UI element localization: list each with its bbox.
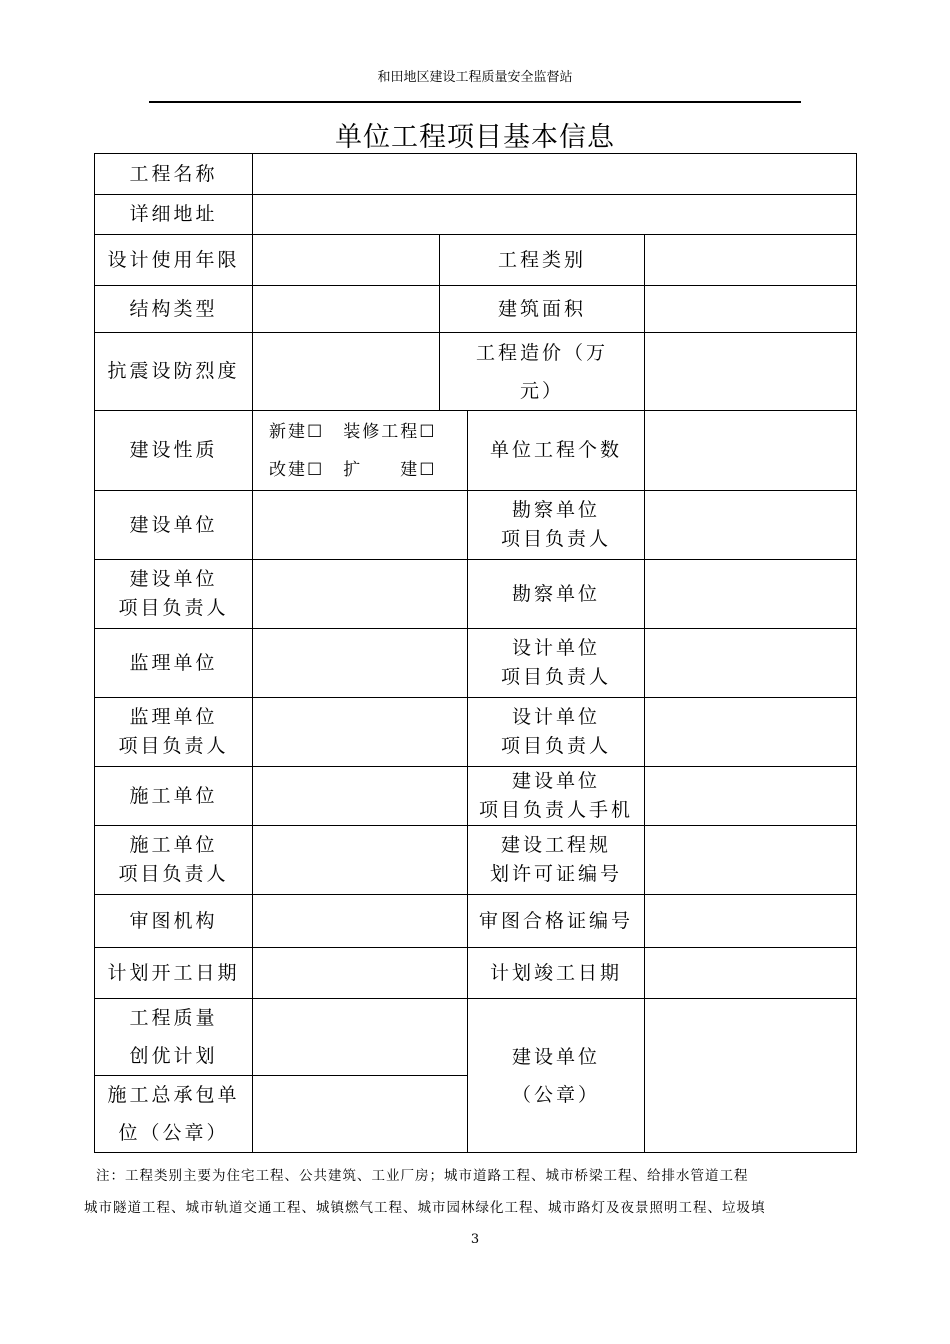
label-design-pm2-line1: 设计单位 <box>511 706 600 728</box>
project-info-table <box>94 153 857 1153</box>
label-owner-seal-line1: 建设单位 <box>511 1045 600 1068</box>
label-construction-unit: 施工单位 <box>95 767 253 826</box>
label-supervision-pm-line1: 监理单位 <box>129 706 218 728</box>
table-row <box>95 948 857 999</box>
label-survey-pm <box>468 491 645 560</box>
nature-options <box>253 411 468 491</box>
checkbox-rebuild[interactable]: 改建☐ <box>269 459 325 480</box>
label-cost-line2: 元） <box>519 379 564 402</box>
label-supervision-pm <box>95 698 253 767</box>
label-design-pm-2 <box>468 698 645 767</box>
value-unit-count[interactable] <box>645 411 857 491</box>
value-construction-unit[interactable] <box>253 767 468 826</box>
value-design-pm[interactable] <box>645 629 857 698</box>
value-owner-unit[interactable] <box>253 491 468 560</box>
header-org: 和田地区建设工程质量安全监督站 <box>377 70 573 85</box>
label-owner-phone-line1: 建设单位 <box>511 770 600 792</box>
label-design-pm-line1: 设计单位 <box>511 637 600 659</box>
label-permit-line1: 建设工程规 <box>500 834 611 856</box>
label-construction-pm-line1: 施工单位 <box>129 834 218 856</box>
label-owner-pm <box>95 560 253 629</box>
table-row <box>95 411 857 491</box>
table-row <box>95 560 857 629</box>
value-review-cert[interactable] <box>645 895 857 948</box>
value-quality-plan[interactable] <box>253 999 468 1076</box>
label-permit-line2: 划许可证编号 <box>489 863 622 885</box>
value-address[interactable] <box>253 195 857 235</box>
value-structure-type[interactable] <box>253 286 440 333</box>
table-row <box>95 333 857 411</box>
footnote <box>84 1160 874 1224</box>
label-survey-pm-line1: 勘察单位 <box>511 499 600 521</box>
value-project-name[interactable] <box>253 154 857 195</box>
label-design-pm2-line2: 项目负责人 <box>500 735 611 757</box>
label-construction-pm-line2: 项目负责人 <box>118 863 229 885</box>
value-supervision-unit[interactable] <box>253 629 468 698</box>
label-building-area: 建筑面积 <box>440 286 645 333</box>
label-review-cert: 审图合格证编号 <box>468 895 645 948</box>
footnote-line2: 城市隧道工程、城市轨道交通工程、城镇燃气工程、城市园林绿化工程、城市路灯及夜景照明工程、垃圾填 <box>84 1200 766 1216</box>
label-structure-type: 结构类型 <box>95 286 253 333</box>
label-nature: 建设性质 <box>95 411 253 491</box>
label-quality-line1: 工程质量 <box>129 1007 218 1029</box>
page-title: 单位工程项目基本信息 <box>335 122 615 153</box>
table-row <box>95 698 857 767</box>
value-review-org[interactable] <box>253 895 468 948</box>
value-supervision-pm[interactable] <box>253 698 468 767</box>
value-survey-unit[interactable] <box>645 560 857 629</box>
label-plan-start: 计划开工日期 <box>95 948 253 999</box>
label-owner-phone-line2: 项目负责人手机 <box>478 799 633 821</box>
label-review-org: 审图机构 <box>95 895 253 948</box>
label-survey-unit: 勘察单位 <box>468 560 645 629</box>
label-address: 详细地址 <box>95 195 253 235</box>
label-construction-pm <box>95 826 253 895</box>
label-supervision-pm-line2: 项目负责人 <box>118 735 229 757</box>
label-owner-pm-line2: 项目负责人 <box>118 597 229 619</box>
table-row <box>95 491 857 560</box>
footnote-line1: 注：工程类别主要为住宅工程、公共建筑、工业厂房；城市道路工程、城市桥梁工程、给排水管道工程 <box>96 1168 749 1184</box>
label-survey-pm-line2: 项目负责人 <box>500 528 611 550</box>
header-divider <box>149 101 801 103</box>
value-design-pm-2[interactable] <box>645 698 857 767</box>
label-cost-line1: 工程造价（万 <box>475 341 608 364</box>
label-owner-seal <box>468 999 645 1153</box>
label-cost <box>440 333 645 411</box>
value-contractor-seal[interactable] <box>253 1076 468 1153</box>
table-row <box>95 826 857 895</box>
label-owner-seal-line2: （公章） <box>511 1083 600 1106</box>
value-plan-end[interactable] <box>645 948 857 999</box>
label-contractor-seal <box>95 1076 253 1153</box>
value-plan-start[interactable] <box>253 948 468 999</box>
table-row <box>95 235 857 286</box>
checkbox-expand[interactable]: 扩 建☐ <box>343 459 437 480</box>
value-survey-pm[interactable] <box>645 491 857 560</box>
label-permit <box>468 826 645 895</box>
value-owner-pm[interactable] <box>253 560 468 629</box>
label-seismic: 抗震设防烈度 <box>95 333 253 411</box>
label-design-life: 设计使用年限 <box>95 235 253 286</box>
table-row <box>95 195 857 235</box>
label-plan-end: 计划竣工日期 <box>468 948 645 999</box>
value-seismic[interactable] <box>253 333 440 411</box>
table-row <box>95 286 857 333</box>
value-owner-phone[interactable] <box>645 767 857 826</box>
table-row <box>95 767 857 826</box>
label-unit-count: 单位工程个数 <box>468 411 645 491</box>
label-quality-plan <box>95 999 253 1076</box>
label-design-pm-line2: 项目负责人 <box>500 666 611 688</box>
value-permit[interactable] <box>645 826 857 895</box>
value-owner-seal[interactable] <box>645 999 857 1153</box>
label-project-category: 工程类别 <box>440 235 645 286</box>
value-construction-pm[interactable] <box>253 826 468 895</box>
page-number: 3 <box>470 1232 480 1247</box>
checkbox-new[interactable]: 新建☐ <box>269 421 325 442</box>
checkbox-decoration[interactable]: 装修工程☐ <box>343 421 437 442</box>
label-owner-pm-line1: 建设单位 <box>129 568 218 590</box>
table-row <box>95 629 857 698</box>
label-owner-unit: 建设单位 <box>95 491 253 560</box>
label-quality-line2: 创优计划 <box>129 1045 218 1067</box>
table-row <box>95 154 857 195</box>
value-project-category[interactable] <box>645 235 857 286</box>
value-cost[interactable] <box>645 333 857 411</box>
label-contractor-line2: 位（公章） <box>118 1122 229 1144</box>
label-project-name: 工程名称 <box>95 154 253 195</box>
label-owner-phone <box>468 767 645 826</box>
value-building-area[interactable] <box>645 286 857 333</box>
table-row <box>95 999 857 1076</box>
value-design-life[interactable] <box>253 235 440 286</box>
label-supervision-unit: 监理单位 <box>95 629 253 698</box>
table-row <box>95 895 857 948</box>
label-contractor-line1: 施工总承包单 <box>107 1084 240 1106</box>
label-design-pm <box>468 629 645 698</box>
